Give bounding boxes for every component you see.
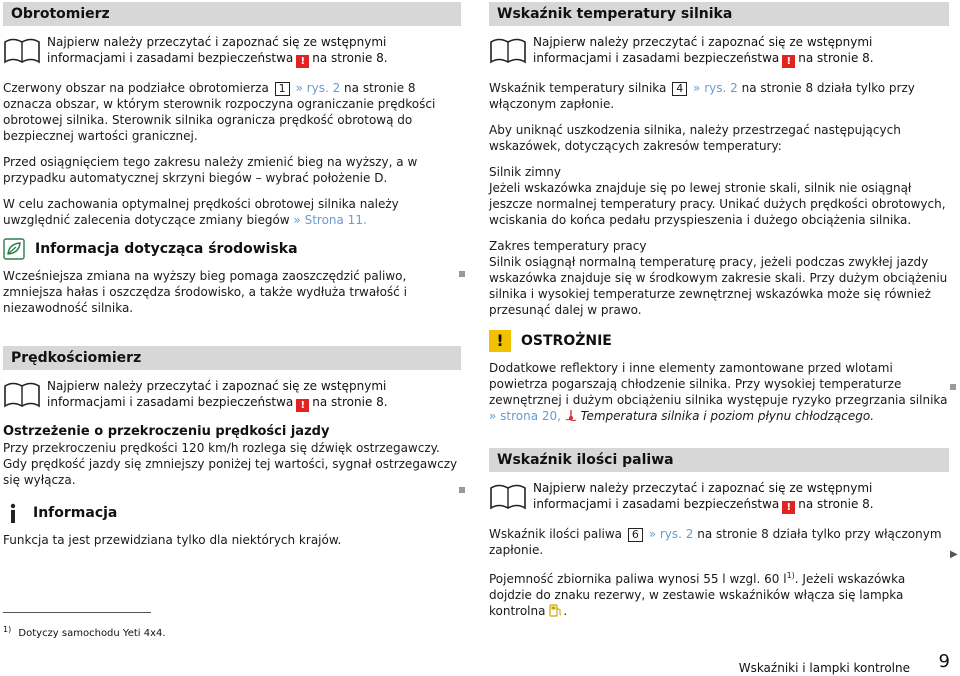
book-icon [489,36,527,64]
paragraph: Silnik osiągnął normalną temperaturę pracy, jeżeli podczas zwykłej jazdy wskazówka znajduje się w środkowym zakresie skali. Przy dużym obciążeniu silnika i wysokiej temperaturze zewnętrznej wskazówka może się również przesunąć dalej w prawo. [489,255,948,317]
left-column [3,0,461,548]
warning-icon: ! [782,55,795,68]
footnote [3,622,166,642]
figure-link[interactable]: » rys. 2 [295,81,341,95]
continue-arrow-icon: ▶ [950,549,958,560]
leaf-icon [3,238,25,260]
section-header-predkosciomierz: Prędkościomierz [3,346,461,370]
paragraph: Przy przekroczeniu prędkości 120 km/h rozlega się dźwięk ostrzegawczy. Gdy prędkość jazdy się zmniejszy poniżej tej wartości, sygnał ostrzegawczy się wyłącza. [3,441,458,487]
paragraph: Czerwony obszar na podziałce obrotomierza 1 » rys. 2 na stronie 8 oznacza obszar, w którym sterownik rozpoczyna ograniczanie prędkości obrotowej silnika. Sterownik silnika ogranicza prędkość obrotową do bezpiecznej wartości granicznej. [3,81,436,143]
figure-callout: 4 [672,82,687,96]
environment-note-text: Wcześniejsza zmiana na wyższy bieg pomaga zaoszczędzić paliwo, zmniejsza hałas i oszczędza środowisko, a także wydłuża trwałość i niezawodność silnika. [3,269,407,315]
read-first-page: na stronie 8. [798,497,874,511]
page-link[interactable]: » Strona 11. [293,213,367,227]
info-note-title: Informacja [33,505,118,521]
footnote-divider [3,612,151,613]
subsection-heading: Zakres temperatury pracy [489,239,647,253]
book-icon [3,36,41,64]
paragraph: Aby uniknąć uszkodzenia silnika, należy przestrzegać następujących wskazówek, dotyczących zakresów temperatury: [489,123,901,153]
paragraph: Przed osiągnięciem tego zakresu należy zmienić bieg na wyższy, a w przypadku automatycznej skrzyni biegów – wybrać położenie D. [3,155,418,185]
page-link[interactable]: » strona 20, [489,409,561,423]
section-end-marker [950,384,956,390]
read-first-notice [3,34,461,70]
paragraph: Pojemność zbiornika paliwa wynosi 55 l wzgl. 60 $l^{1)}$. Jeżeli wskazówka dojdzie do znaku rezerwy, w zestawie wskaźników włącza się lampka kontrolna . [489,571,906,618]
warning-icon: ! [296,399,309,412]
caution-header [489,330,949,352]
read-first-text: Najpierw należy przeczytać i zapoznać się ze wstępnymi informacjami i zasadami bezpieczeństwa [533,481,873,511]
section-header-temperatura: Wskaźnik temperatury silnika [489,2,949,26]
subsection-heading: Silnik zimny [489,165,562,179]
read-first-text: Najpierw należy przeczytać i zapoznać się ze wstępnymi informacjami i zasadami bezpieczeństwa [533,35,873,65]
read-first-page: na stronie 8. [312,51,388,65]
caution-title: OSTROŻNIE [521,333,612,349]
read-first-notice [489,34,949,70]
read-first-notice [3,378,461,414]
footnote-mark: 1) [3,625,12,634]
paragraph: Wskaźnik ilości paliwa 6 » rys. 2 na stronie 8 działa tylko przy włączonym zapłonie. [489,527,942,557]
figure-link[interactable]: » rys. 2 [693,81,738,95]
footnote-text: Dotyczy samochodu Yeti 4x4. [18,628,166,640]
paragraph: Wskaźnik temperatury silnika 4 » rys. 2 na stronie 8 działa tylko przy włączonym zapłonie. [489,81,915,111]
paragraph: W celu zachowania optymalnej prędkości obrotowej silnika należy uwzględnić zalecenia dotyczące zmiany biegów » Strona 11. [3,197,399,227]
environment-note-header [3,238,461,260]
read-first-notice [489,480,949,516]
info-note-header [3,502,461,524]
caution-text: Dodatkowe reflektory i inne elementy zamontowane przed wlotami powietrza pogarszają chłodzenie silnika. Przy wysokiej temperaturze zewnętrznej i dużym obciążeniu silnika występuje ryzyko przegrzania silnika » strona 20, Temperatura silnika i poziom płynu chłodzącego. [489,361,948,423]
figure-callout: 6 [628,528,643,542]
right-column [489,0,949,619]
subsection-heading: Ostrzeżenie o przekroczeniu prędkości jazdy [3,424,330,439]
page-number: 9 [938,651,950,672]
warning-icon: ! [782,501,795,514]
coolant-temperature-icon [565,409,577,421]
fuel-reserve-icon [549,604,563,617]
read-first-page: na stronie 8. [312,395,388,409]
book-icon [3,380,41,408]
caution-icon: ! [489,330,511,352]
environment-note-title: Informacja dotycząca środowiska [35,241,298,257]
section-end-marker [459,271,465,277]
figure-link[interactable]: » rys. 2 [648,527,694,541]
info-note-text: Funkcja ta jest przewidziana tylko dla niektórych krajów. [3,533,342,547]
paragraph: Jeżeli wskazówka znajduje się po lewej stronie skali, silnik nie osiągnął jeszcze normalnej temperatury pracy. Unikać dużych prędkości obrotowych, wciskania do końca pedału przyspieszenia i dużego obciążenia silnika. [489,181,946,227]
book-icon [489,482,527,510]
figure-callout: 1 [275,82,290,96]
section-header-obrotomierz: Obrotomierz [3,2,461,26]
footnote-ref[interactable]: 1) [786,571,795,580]
chapter-title: Wskaźniki i lampki kontrolne [738,661,910,675]
warning-icon: ! [296,55,309,68]
read-first-page: na stronie 8. [798,51,874,65]
read-first-text: Najpierw należy przeczytać i zapoznać się ze wstępnymi informacjami i zasadami bezpieczeństwa [47,379,387,409]
section-end-marker [459,487,465,493]
section-header-paliwo: Wskaźnik ilości paliwa [489,448,949,472]
info-icon [3,502,23,524]
read-first-text: Najpierw należy przeczytać i zapoznać się ze wstępnymi informacjami i zasadami bezpieczeństwa [47,35,387,65]
